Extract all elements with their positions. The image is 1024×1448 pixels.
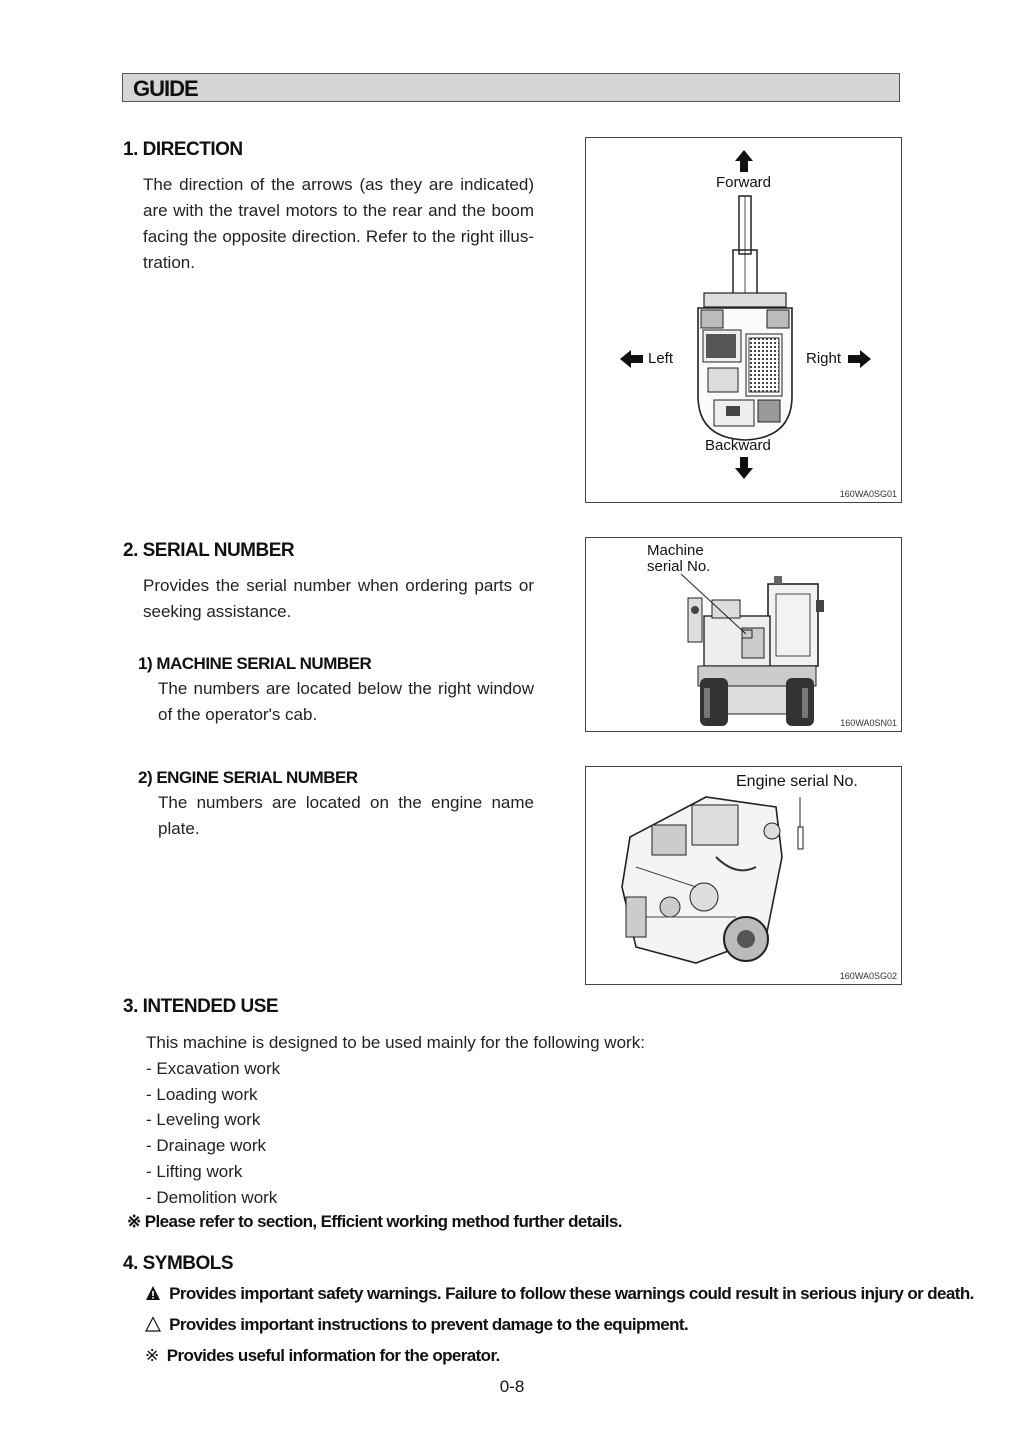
intended-use-heading: 3. INTENDED USE (123, 996, 279, 1017)
right-label: Right (806, 350, 842, 367)
intended-use-list (146, 1030, 645, 1211)
direction-line: tration. (143, 253, 195, 272)
symbol-row-info (145, 1346, 500, 1366)
reference-mark-icon: ※ (145, 1346, 159, 1365)
engine-serial-heading: 2) ENGINE SERIAL NUMBER (138, 768, 358, 787)
list-item: - Excavation work (146, 1058, 281, 1078)
figure-code: 160WA0SN01 (840, 718, 897, 728)
list-item: - Drainage work (146, 1136, 266, 1156)
serial-number-heading: 2. SERIAL NUMBER (123, 540, 295, 561)
list-item: - Demolition work (146, 1187, 278, 1207)
machine-serial-line: The numbers are located below the right window (158, 679, 534, 698)
serial-line: Provides the serial number when ordering parts or (143, 576, 534, 595)
symbol-text: Provides important instructions to prevent damage to the equipment. (169, 1315, 689, 1334)
engine-serial-line: plate. (158, 819, 200, 838)
symbol-text: Provides useful information for the operator. (166, 1346, 500, 1365)
direction-paragraph (143, 172, 534, 276)
engine-serial-label: Engine serial No. (736, 773, 858, 790)
serial-line: seeking assistance. (143, 602, 292, 621)
guide-header-bar (122, 73, 900, 102)
direction-line: facing the opposite direction. Refer to the right illus- (143, 227, 534, 246)
list-item: - Lifting work (146, 1161, 243, 1181)
machine-serial-label-line: Machine (647, 542, 704, 559)
machine-serial-figure (585, 537, 902, 732)
direction-line: are with the travel motors to the rear and the boom (143, 201, 534, 220)
symbol-row-caution (145, 1315, 688, 1335)
engine-illustration (586, 767, 903, 986)
page-number: 0-8 (499, 1377, 525, 1396)
figure-code: 160WA0SG02 (839, 971, 897, 981)
left-label: Left (648, 350, 674, 367)
machine-serial-heading: 1) MACHINE SERIAL NUMBER (138, 654, 372, 673)
list-item: - Loading work (146, 1084, 258, 1104)
machine-serial-label (647, 543, 710, 575)
symbols-heading: 4. SYMBOLS (123, 1253, 234, 1274)
machine-serial-label-line: serial No. (647, 558, 711, 575)
arrow-left-icon (620, 350, 643, 368)
machine-serial-paragraph (158, 676, 534, 728)
backward-label: Backward (705, 437, 771, 454)
direction-heading: 1. DIRECTION (123, 139, 243, 160)
direction-figure (585, 137, 902, 503)
engine-serial-line: The numbers are located on the engine name (158, 793, 534, 812)
warning-triangle-filled-icon (145, 1285, 161, 1301)
intended-use-intro: This machine is designed to be used mainly for the following work: (146, 1033, 645, 1052)
engine-serial-paragraph (158, 790, 534, 842)
intended-use-note: ※ Please refer to section, Efficient working method further details. (127, 1212, 622, 1231)
caution-triangle-outline-icon (145, 1316, 161, 1332)
excavator-rear-view-illustration (586, 538, 903, 733)
list-item: - Leveling work (146, 1110, 261, 1130)
arrow-down-icon (735, 457, 753, 479)
forward-label: Forward (716, 174, 772, 191)
direction-line: The direction of the arrows (as they are indicated) (143, 175, 534, 194)
arrow-right-icon (848, 350, 871, 368)
engine-serial-figure (585, 766, 902, 985)
machine-serial-line: of the operator's cab. (158, 705, 318, 724)
guide-title: GUIDE (133, 76, 198, 101)
serial-number-paragraph (143, 573, 534, 625)
symbol-text: Provides important safety warnings. Failure to follow these warnings could result in serious injury or death. (169, 1284, 974, 1303)
figure-code: 160WA0SG01 (839, 489, 897, 499)
arrow-up-icon (735, 150, 753, 172)
symbol-row-warning (145, 1284, 974, 1304)
